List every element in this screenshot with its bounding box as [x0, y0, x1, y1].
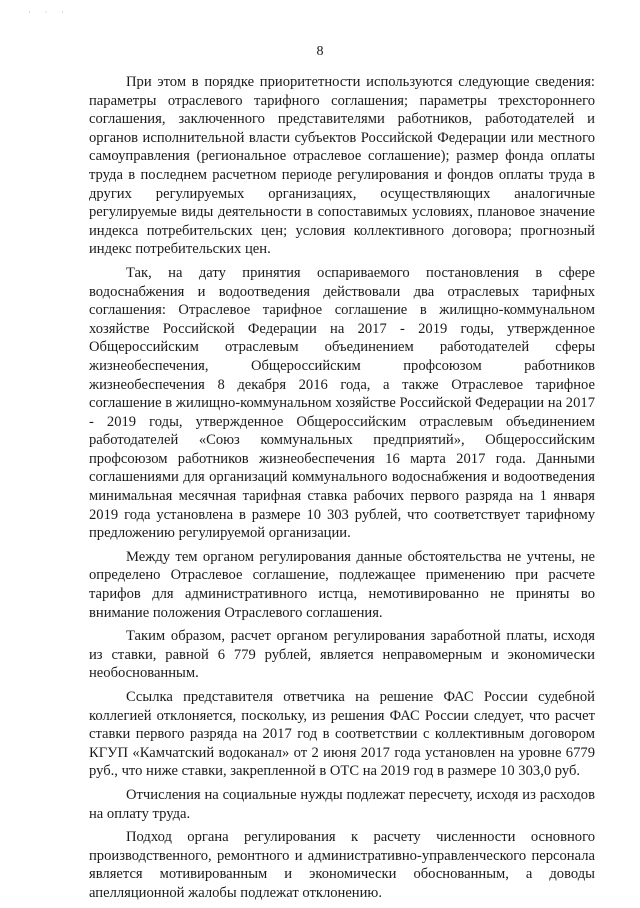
- paragraph-fas-reference: Ссылка представителя ответчика на решение ФАС России судебной коллегией отклоняется, поскольку, из решения ФАС России следует, что расчет ставки первого разряда на 2017 год в соответствии с коллективным договором КГУП «Камчатский водоканал» от 2 июня 2017 года установлен на уровне 6779 руб., что ниже ставки, закрепленной в ОТС на 2019 год в размере 10 303,0 руб.: [89, 689, 595, 780]
- scan-specks: · · ·: [28, 8, 70, 17]
- paragraph-social-contributions: Отчисления на социальные нужды подлежат пересчету, исходя из расходов на оплату труда.: [89, 786, 595, 822]
- paragraph-not-considered: Между тем органом регулирования данные обстоятельства не учтены, не определено Отраслевое соглашение, подлежащее применению при расчете тарифов для административного истца, немотивированно не приняты во внимание положения Отраслевого соглашения.: [89, 548, 595, 621]
- paragraph-priority-sources: При этом в порядке приоритетности используются следующие сведения: параметры отраслевого тарифного соглашения; параметры трехстороннего соглашения, заключенного представителями работников, работодателей и органов исполнительной власти субъектов Российской Федерации или местного самоуправления (региональное отраслевое соглашение); размер фонда оплаты труда в последнем расчетном периоде регулирования и фондов оплаты труда в других регулируемых организациях, осуществляющих аналогичные регулируемые виды деятельности в сопоставимых условиях, плановое значение индекса потребительских цен; условия коллективного договора; прогнозный индекс потребительских цен.: [89, 74, 595, 258]
- paragraph-conclusion-rate: Таким образом, расчет органом регулирования заработной платы, исходя из ставки, равной 6 779 рублей, является неправомерным и экономически необоснованным.: [89, 628, 595, 682]
- page-number: 8: [316, 44, 324, 59]
- paragraph-staffing-approach: Подход органа регулирования к расчету численности основного производственного, ремонтного и административно-управленческого персонала является мотивированным и экономически обоснованным, а доводы апелляционной жалобы подлежат отклонению.: [89, 829, 595, 901]
- document-body: [89, 73, 595, 908]
- paragraph-tariff-agreements: Так, на дату принятия оспариваемого постановления в сфере водоснабжения и водоотведения действовали два отраслевых тарифных соглашения: Отраслевое тарифное соглашение в жилищно-коммунальном хозяйстве Российской Федерации на 2017 - 2019 годы, утвержденное Общероссийским отраслевым объединением работодателей сферы жизнеобеспечения, Общероссийским профсоюзом работников жизнеобеспечения 8 декабря 2016 года, а также Отраслевое тарифное соглашение в жилищно-коммунальном хозяйстве Российской Федерации на 2017 - 2019 годы, утвержденное Общероссийским отраслевым объединением работодателей «Союз коммунальных предприятий», Общероссийским профсоюзом работников жизнеобеспечения 16 марта 2017 года. Данными соглашениями для организаций коммунального водоснабжения и водоотведения минимальная месячная тарифная ставка рабочих первого разряда на 1 января 2019 года установлена в размере 10 303 рублей, что соответствует тарифному предложению регулируемой организации.: [89, 264, 595, 542]
